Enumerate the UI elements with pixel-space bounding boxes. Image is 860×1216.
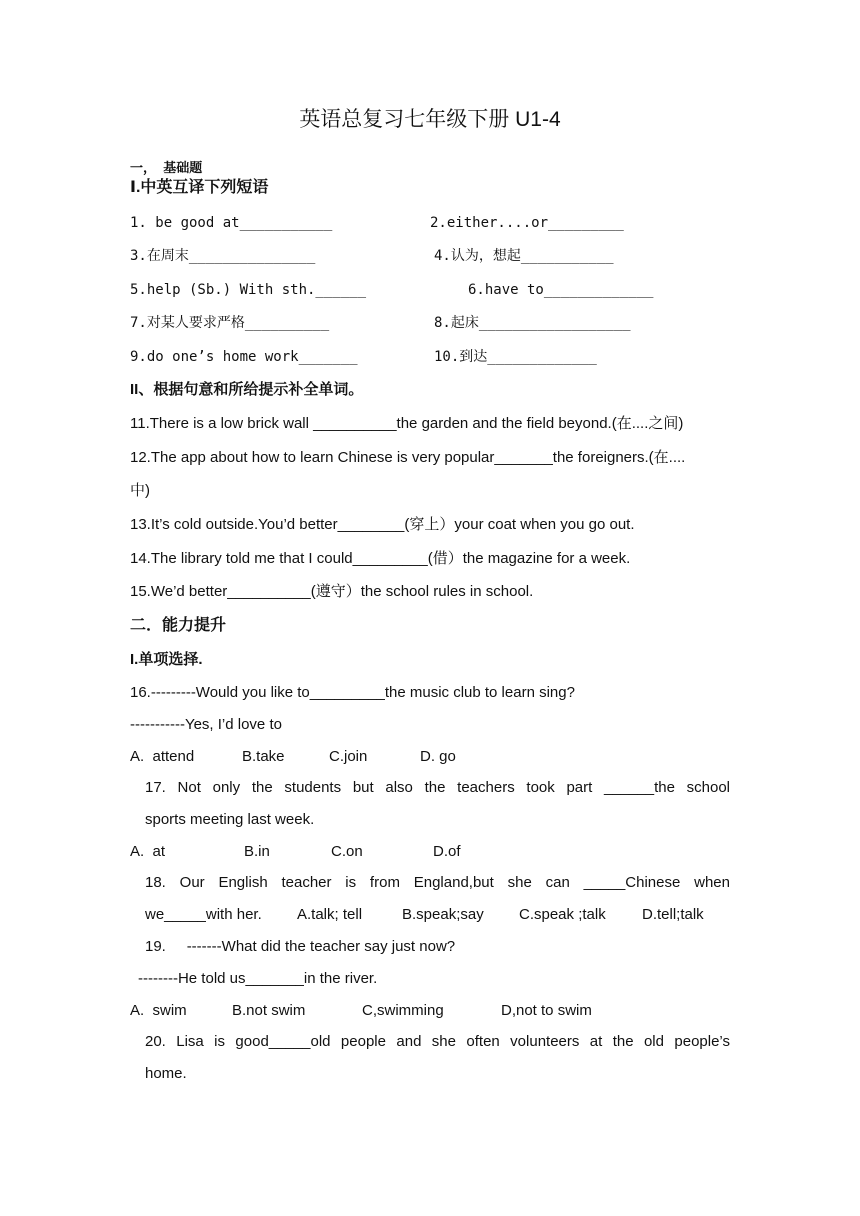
- question-16-reply: -----------Yes, I’d love to: [130, 716, 282, 733]
- option-d: D. go: [420, 748, 456, 765]
- option-a: A. at: [130, 843, 166, 860]
- option-c: C.on: [331, 843, 363, 860]
- option-a: A. swim: [130, 1002, 187, 1019]
- option-d: D,not to swim: [501, 1002, 592, 1019]
- question-20-cont: home.: [145, 1065, 187, 1082]
- option-b: B.in: [244, 843, 270, 860]
- phrase-item: 6.have to_____________: [468, 282, 654, 298]
- question-16: 16.---------Would you like to_________the music club to learn sing?: [130, 684, 575, 701]
- part-1-heading: Ⅰ.中英互译下列短语: [130, 179, 269, 196]
- question-17-cont: sports meeting last week.: [145, 811, 315, 828]
- question-19: 19. -------What did the teacher say just now?: [145, 938, 456, 955]
- option-d: D.of: [433, 843, 461, 860]
- option-d: D.tell;talk: [642, 906, 704, 923]
- question-18-cont: we_____with her.: [145, 906, 262, 923]
- phrase-item: 7.对某人要求严格__________: [130, 315, 330, 331]
- question-11: 11.There is a low brick wall __________the garden and the field beyond.(在....之间): [130, 415, 684, 432]
- part-2-heading: II、根据句意和所给提示补全单词。: [130, 381, 364, 398]
- phrase-item: 3.在周末_______________: [130, 248, 316, 264]
- question-18: 18. Our English teacher is from England,but she can _____Chinese when: [145, 874, 730, 891]
- phrase-item: 4.认为，想起___________: [434, 248, 614, 264]
- question-20: 20. Lisa is good_____old people and she often volunteers at the old people’s: [145, 1033, 730, 1050]
- question-12-cont: 中): [130, 482, 150, 499]
- page-title: 英语总复习七年级下册 U1-4: [299, 108, 561, 131]
- option-a: A. attend: [130, 748, 195, 765]
- phrase-item: 5.help (Sb.) With sth.______: [130, 282, 367, 298]
- option-c: C,swimming: [362, 1002, 444, 1019]
- phrase-item: 10.到达_____________: [434, 349, 597, 365]
- option-b: B.take: [242, 748, 285, 765]
- option-c: C.speak ;talk: [519, 906, 606, 923]
- section-1-heading: 一， 基础题: [130, 160, 203, 175]
- question-17: 17. Not only the students but also the teachers took part ______the school: [145, 779, 730, 796]
- question-14: 14.The library told me that I could_________(借）the magazine for a week.: [130, 550, 631, 567]
- question-13: 13.It’s cold outside.You’d better________(穿上）your coat when you go out.: [130, 516, 635, 533]
- phrase-item: 9.do one’s home work_______: [130, 349, 358, 365]
- phrase-item: 2.either....or_________: [430, 215, 624, 231]
- phrase-item: 8.起床__________________: [434, 315, 631, 331]
- question-19-reply: --------He told us_______in the river.: [138, 970, 378, 987]
- option-a: A.talk; tell: [297, 906, 363, 923]
- question-15: 15.We’d better__________(遵守）the school rules in school.: [130, 583, 534, 600]
- phrase-item: 1. be good at___________: [130, 215, 333, 231]
- question-12: 12.The app about how to learn Chinese is very popular_______the foreigners.(在....: [130, 449, 686, 466]
- option-b: B.speak;say: [402, 906, 484, 923]
- option-b: B.not swim: [232, 1002, 306, 1019]
- section-2-heading: 二．能力提升: [130, 617, 227, 634]
- option-c: C.join: [329, 748, 368, 765]
- part-3-heading: I.单项选择.: [130, 651, 203, 668]
